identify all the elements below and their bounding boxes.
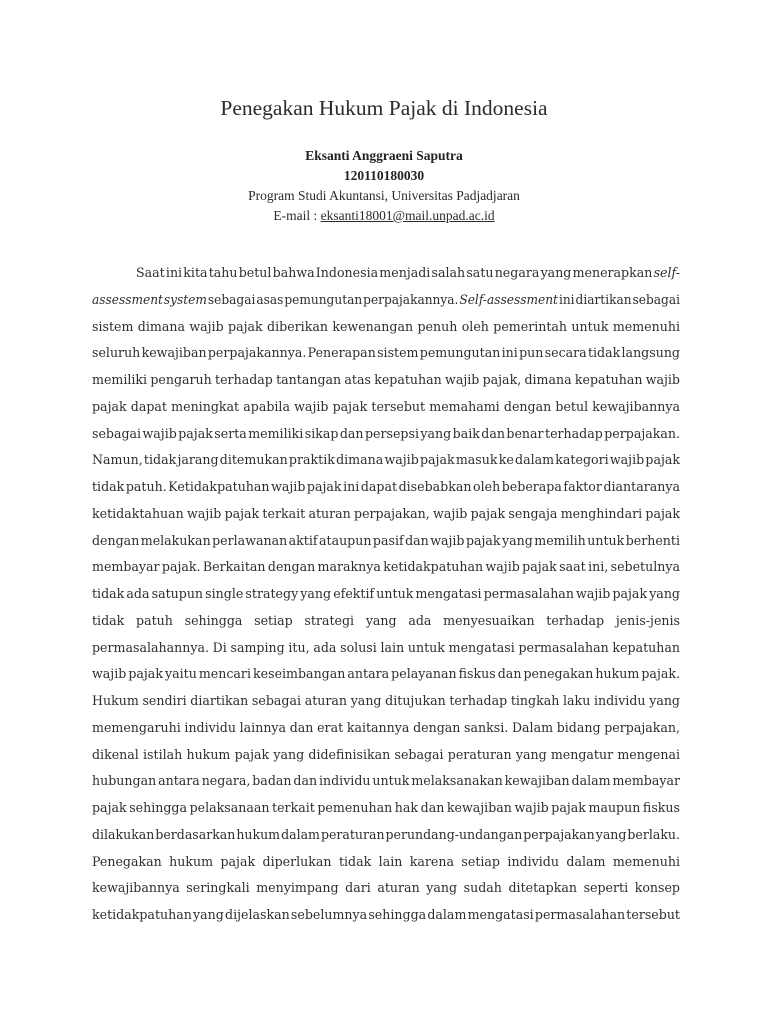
line-text: membayar pajak. Berkaitan dengan maraknya ketidakpatuhan wajib pajak saat ini, sebetulnya: [92, 559, 680, 575]
line-text: tidak patuh sehingga setiap strategi yang ada menyesuaikan terhadap jenis-jenis: [92, 612, 680, 628]
author-id: 120110180030: [343, 168, 425, 183]
line-text: pajak sehingga pelaksanaan terkait pemenuhan hak dan kewajiban wajib pajak maupun fiskus: [92, 800, 680, 815]
line-text: wajib pajak yaitu mencari keseimbangan antara pelayanan fiskus dan penegakan hukum pajak.: [92, 666, 680, 682]
paragraph-line: [92, 474, 680, 501]
line-text: kewajibannya seringkali menyimpang dari aturan yang sudah ditetapkan seperti konsep: [92, 880, 680, 896]
email-link[interactable]: eksanti18001@mail.unpad.ac.id: [320, 208, 495, 223]
line-text: sebagai wajib pajak serta memiliki sikap dan persepsi yang baik dan benar terhadap perpajakan.: [92, 425, 680, 441]
line-text: sistem dimana wajib pajak diberikan kewenangan penuh oleh pemerintah untuk memenuhi: [92, 318, 680, 334]
paragraph-line: [92, 902, 680, 929]
paragraph-line: [92, 795, 680, 822]
paragraph-line: [92, 340, 680, 367]
line-text: memengaruhi individu lainnya dan erat kaitannya dengan sanksi. Dalam bidang perpajakan,: [92, 719, 680, 735]
paragraph-line: [92, 849, 680, 876]
italic-term: self-: [653, 265, 680, 280]
paragraph-line: [92, 661, 680, 688]
paragraph-line: [92, 528, 680, 555]
paragraph-line: [92, 421, 680, 448]
line-text: sebagai asas pemungutan perpajakannya.: [206, 291, 460, 307]
paragraph-line: [92, 367, 680, 394]
line-text: seluruh kewajiban perpajakannya. Penerapan sistem pemungutan ini pun secara tidak langsung: [92, 345, 680, 361]
paragraph-line: [92, 501, 680, 528]
italic-term: Self-assessment: [459, 291, 558, 307]
paragraph-line: [92, 554, 680, 581]
paragraph-line: [92, 742, 680, 769]
author-name: Eksanti Anggraeni Saputra: [305, 148, 463, 163]
paragraph-line: [92, 635, 680, 662]
paragraph-line: [92, 875, 680, 902]
paragraph-line: [92, 822, 680, 849]
line-text: tidak ada satupun single strategy yang efektif untuk mengatasi permasalahan wajib pajak yang: [92, 586, 680, 601]
author-block: [0, 146, 768, 226]
line-text: Penegakan hukum pajak diperlukan tidak lain karena setiap individu dalam memenuhi: [92, 853, 680, 869]
line-text: hubungan antara negara, badan dan individu untuk melaksanakan kewajiban dalam membayar: [92, 773, 680, 789]
paragraph-line: [92, 768, 680, 795]
author-affiliation: Program Studi Akuntansi, Universitas Padjadjaran: [248, 188, 520, 203]
line-text: tidak patuh. Ketidakpatuhan wajib pajak ini dapat disebabkan oleh beberapa faktor diantaranya: [92, 479, 680, 494]
paragraph-line: [92, 260, 680, 287]
line-text: memiliki pengaruh terhadap tantangan atas kepatuhan wajib pajak, dimana kepatuhan wajib: [92, 372, 680, 387]
line-text: Hukum sendiri diartikan sebagai aturan yang ditujukan terhadap tingkah laku individu yang: [92, 693, 680, 708]
paragraph-line: [92, 447, 680, 474]
paragraph-line: [92, 608, 680, 635]
paragraph-line: [92, 715, 680, 742]
italic-term: assessment system: [92, 291, 207, 307]
paragraph-line: [92, 287, 680, 314]
line-text: Saat ini kita tahu betul bahwa Indonesia menjadi salah satu negara yang menerapkan: [136, 265, 654, 280]
paragraph-line: [92, 314, 680, 341]
line-text: permasalahannya. Di samping itu, ada solusi lain untuk mengatasi permasalahan kepatuhan: [92, 639, 680, 655]
line-text: dengan melakukan perlawanan aktif ataupun pasif dan wajib pajak yang memilih untuk berhenti: [92, 532, 680, 548]
line-text: ketidaktahuan wajib pajak terkait aturan perpajakan, wajib pajak sengaja menghindari pajak: [92, 505, 680, 521]
line-text: Namun, tidak jarang ditemukan praktik dimana wajib pajak masuk ke dalam kategori wajib pajak: [92, 452, 680, 468]
paragraph-line: [92, 581, 680, 608]
document-title: Penegakan Hukum Pajak di Indonesia: [220, 96, 548, 120]
line-text: dikenal istilah hukum pajak yang didefinisikan sebagai peraturan yang mengatur mengenai: [92, 746, 680, 762]
email-label: E-mail :: [273, 208, 321, 223]
body-paragraph: [92, 260, 680, 929]
paragraph-line: [92, 688, 680, 715]
line-text: pajak dapat meningkat apabila wajib pajak tersebut memahami dengan betul kewajibannya: [92, 398, 680, 414]
line-text: ini diartikan sebagai: [557, 291, 680, 307]
line-text: ketidakpatuhan yang dijelaskan sebelumnya sehingga dalam mengatasi permasalahan tersebut: [92, 907, 680, 922]
paragraph-line: [92, 394, 680, 421]
author-email-line: [0, 206, 768, 226]
line-text: dilakukan berdasarkan hukum dalam peraturan perundang-undangan perpajakan yang berlaku.: [92, 826, 680, 842]
